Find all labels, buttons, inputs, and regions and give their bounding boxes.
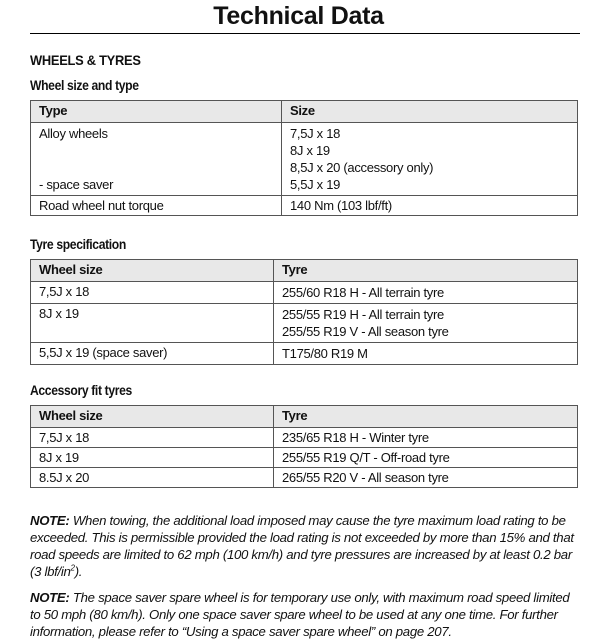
tyre-cell (274, 343, 578, 365)
torque-value: 140 Nm (103 lbf/ft) (282, 196, 578, 216)
note-label: NOTE: (30, 513, 70, 528)
note-label: NOTE: (30, 590, 70, 605)
table-row (31, 468, 578, 488)
tyre-value: 255/60 R18 H - All terrain tyre (282, 285, 444, 300)
alloy-wheels-label: Alloy wheels (39, 126, 108, 141)
alloy-size: 8,5J x 20 (accessory only) (290, 160, 434, 175)
accessory-tyres-heading: Accessory fit tyres (30, 383, 132, 398)
column-header-tyre: Tyre (274, 260, 578, 282)
table-row (31, 448, 578, 468)
wheel-size-cell: 7,5J x 18 (31, 282, 274, 304)
tyre-value: 255/55 R19 V - All season tyre (282, 324, 449, 339)
table-header-row (31, 406, 578, 428)
tyre-spec-table (30, 259, 578, 365)
alloy-size: 8J x 19 (290, 143, 330, 158)
table-row (31, 428, 578, 448)
table-row (31, 123, 578, 196)
table-row (31, 343, 578, 365)
tyre-cell (274, 304, 578, 343)
page-title-wrap (0, 2, 597, 31)
wheel-size-cell: 8J x 19 (31, 304, 274, 343)
wheel-size-table (30, 100, 578, 216)
column-header-tyre: Tyre (274, 406, 578, 428)
space-saver-label: - space saver (39, 177, 114, 192)
title-divider (30, 33, 580, 34)
alloy-size: 7,5J x 18 (290, 126, 341, 141)
table-header-row (31, 260, 578, 282)
towing-note (30, 512, 582, 580)
table-row (31, 304, 578, 343)
wheel-size-cell (282, 123, 578, 196)
torque-label: Road wheel nut torque (31, 196, 282, 216)
section-title: WHEELS & TYRES (30, 52, 141, 68)
tyre-cell: 235/65 R18 H - Winter tyre (274, 428, 578, 448)
space-saver-note (30, 589, 582, 640)
tyre-spec-heading: Tyre specification (30, 237, 126, 252)
wheel-size-heading: Wheel size and type (30, 78, 139, 93)
note-text-end: ). (74, 564, 83, 579)
table-row (31, 196, 578, 216)
column-header-size: Size (282, 101, 578, 123)
wheel-size-cell: 8J x 19 (31, 448, 274, 468)
wheel-type-cell (31, 123, 282, 196)
tyre-cell (274, 282, 578, 304)
column-header-wheel-size: Wheel size (31, 260, 274, 282)
accessory-tyres-table (30, 405, 578, 488)
page-title: Technical Data (213, 2, 384, 30)
note-text: The space saver spare wheel is for temporary use only, with maximum road speed limited to 50 mph (80 km/h). Only one space saver spare wheel to be used at any one time. For further information, please refer to “Using a space saver spare wheel” on page 207. (30, 590, 570, 639)
wheel-size-cell: 5,5J x 19 (space saver) (31, 343, 274, 365)
column-header-type: Type (31, 101, 282, 123)
tyre-value: T175/80 R19 M (282, 346, 368, 361)
table-row (31, 282, 578, 304)
wheel-size-cell: 7,5J x 18 (31, 428, 274, 448)
table-header-row (31, 101, 578, 123)
wheel-size-cell: 8.5J x 20 (31, 468, 274, 488)
space-saver-size: 5,5J x 19 (290, 177, 341, 192)
note-text: When towing, the additional load imposed may cause the tyre maximum load rating to be exceeded. This is permissible provided the load rating is not exceeded by more than 15% and that road speeds are limited to 62 mph (100 km/h) and tyre pressures are increased by at least 0.2 bar (3 lbf/in (30, 513, 574, 579)
note-superscript: 2 (70, 563, 75, 573)
tyre-cell: 265/55 R20 V - All season tyre (274, 468, 578, 488)
column-header-wheel-size: Wheel size (31, 406, 274, 428)
tyre-value: 255/55 R19 H - All terrain tyre (282, 307, 444, 322)
tyre-cell: 255/55 R19 Q/T - Off-road tyre (274, 448, 578, 468)
